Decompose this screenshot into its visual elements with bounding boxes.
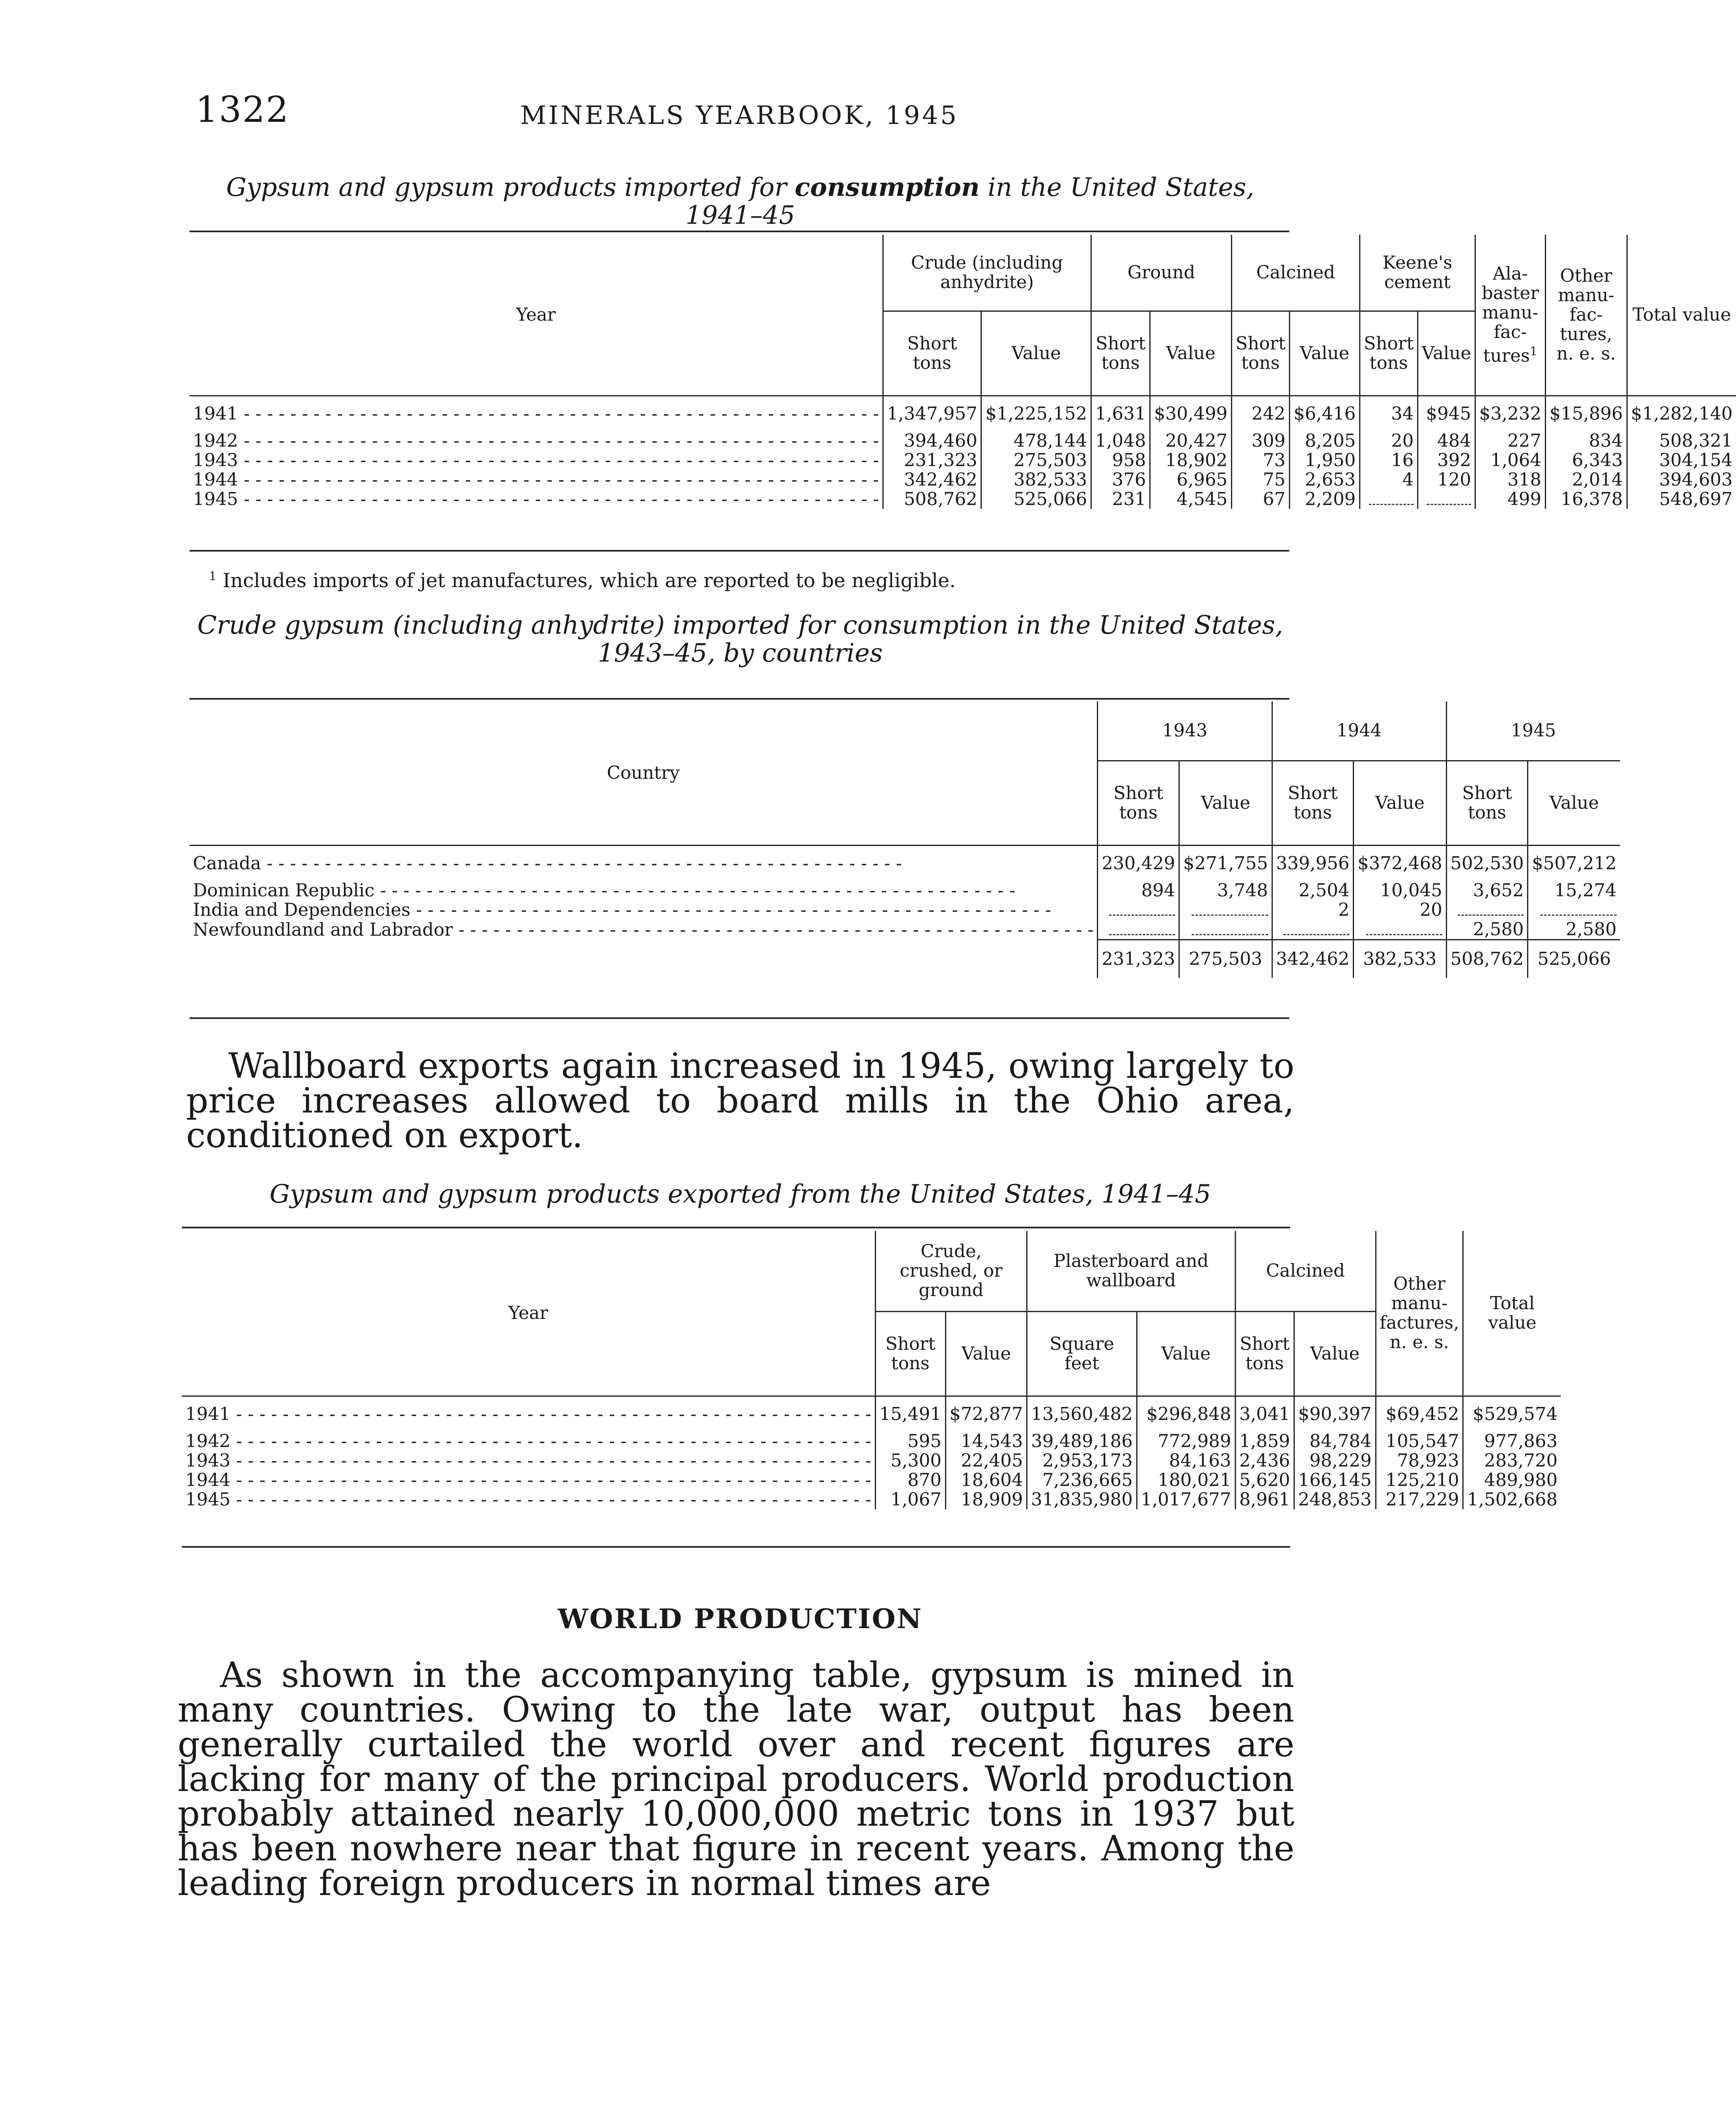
leader-dots [238, 489, 879, 509]
table-cell: 4,545 [1150, 489, 1232, 509]
table-cell: 478,144 [981, 431, 1091, 450]
table-cell: $6,416 [1289, 396, 1360, 431]
year-label-text: 1944 [193, 469, 238, 490]
empty-dash [1540, 910, 1616, 916]
table-cell: 2,653 [1289, 470, 1360, 489]
table-cell: 977,863 [1463, 1431, 1561, 1451]
table-cell: 499 [1475, 489, 1545, 509]
exports-table [182, 1231, 1561, 1509]
table-cell: $69,452 [1376, 1396, 1463, 1431]
sub-short-tons: Short tons [883, 311, 981, 396]
empty-dash [1109, 930, 1175, 935]
country-label [190, 881, 1098, 900]
sub-short-tons: Short tons [875, 1311, 945, 1396]
table1-bottom-rule [190, 550, 1289, 552]
table-row [182, 1490, 1561, 1509]
leader-dots [238, 450, 879, 470]
group-keenes-header: Keene's cement [1360, 235, 1475, 311]
table-cell: $296,848 [1137, 1396, 1235, 1431]
table-row [190, 920, 1620, 940]
table2-bottom-rule [190, 1017, 1289, 1019]
table-row [190, 900, 1620, 920]
table-cell: 548,697 [1627, 489, 1736, 509]
year-label-text: 1945 [185, 1489, 231, 1510]
table-cell: 18,909 [945, 1490, 1027, 1509]
year-label [190, 450, 883, 470]
table-cell: 1,859 [1235, 1431, 1294, 1451]
sub-value: Value [1179, 761, 1272, 845]
table-row [190, 845, 1620, 881]
total-cell: 231,323 [1098, 940, 1179, 978]
table-cell: 22,405 [945, 1451, 1027, 1470]
year-label [182, 1470, 875, 1490]
table-cell: 1,064 [1475, 450, 1545, 470]
page-number: 1322 [195, 89, 289, 130]
table-cell: 231 [1091, 489, 1150, 509]
sub-value: Value [1528, 761, 1620, 845]
table-cell: 2,580 [1528, 920, 1620, 940]
table-cell: $1,282,140 [1627, 396, 1736, 431]
table-cell: 18,604 [945, 1470, 1027, 1490]
year-label [182, 1396, 875, 1431]
col-other-header: Other manu-factures, n. e. s. [1376, 1231, 1463, 1396]
table-cell: 382,533 [981, 470, 1091, 489]
leader-dots [231, 1489, 871, 1510]
table-cell: 894 [1098, 881, 1179, 900]
year-label [190, 431, 883, 450]
sub-short-tons: Short tons [1446, 761, 1528, 845]
sub-short-tons: Short tons [1098, 761, 1179, 845]
table-cell: $945 [1418, 396, 1475, 431]
country-label-text: India and Dependencies [193, 899, 411, 920]
sub-short-tons: Short tons [1091, 311, 1150, 396]
table1-footnote: $^1$ Includes imports of jet manufactures, which are reported to be negligible. [209, 569, 956, 592]
table-cell: 7,236,665 [1027, 1470, 1137, 1490]
table-cell: 34 [1360, 396, 1417, 431]
empty-dash [1283, 930, 1349, 935]
table-cell: 4 [1360, 470, 1417, 489]
table-cell: 105,547 [1376, 1431, 1463, 1451]
group-plasterboard-header: Plasterboard and wallboard [1027, 1231, 1235, 1311]
table-cell: 39,489,186 [1027, 1431, 1137, 1451]
table-cell: 242 [1231, 396, 1289, 431]
table-cell: 5,620 [1235, 1470, 1294, 1490]
table-cell: 6,343 [1545, 450, 1627, 470]
year-label-text: 1944 [185, 1470, 231, 1490]
table-cell: 231,323 [883, 450, 981, 470]
table-cell: $72,877 [945, 1396, 1027, 1431]
leader-dots [410, 899, 1051, 920]
leader-dots [261, 853, 902, 873]
sub-short-tons: Short tons [1272, 761, 1354, 845]
year-label-text: 1942 [193, 430, 238, 451]
table-cell: 98,229 [1294, 1451, 1376, 1470]
col-country-header: Country [190, 701, 1098, 845]
table-cell: 75 [1231, 470, 1289, 489]
table-cell: 870 [875, 1470, 945, 1490]
table-cell: 3,652 [1446, 881, 1528, 900]
table-cell: 283,720 [1463, 1451, 1561, 1470]
table-cell: 1,502,668 [1463, 1490, 1561, 1509]
sub-value: Value [1289, 311, 1360, 396]
table-cell [1098, 900, 1179, 920]
country-label [190, 920, 1098, 940]
table-row [182, 1431, 1561, 1451]
total-cell: 508,762 [1446, 940, 1528, 978]
table-cell: 392 [1418, 450, 1475, 470]
table-cell: $30,499 [1150, 396, 1232, 431]
table-cell: 2,580 [1446, 920, 1528, 940]
table-cell: 16 [1360, 450, 1417, 470]
table-cell: 595 [875, 1431, 945, 1451]
year-1943-header: 1943 [1098, 701, 1272, 761]
year-label [182, 1431, 875, 1451]
table-cell: 1,017,677 [1137, 1490, 1235, 1509]
table-cell: 180,021 [1137, 1470, 1235, 1490]
table-row [182, 1451, 1561, 1470]
country-label-text: Dominican Republic [193, 880, 375, 901]
group-calcined-header: Calcined [1235, 1231, 1376, 1311]
table-cell: $529,574 [1463, 1396, 1561, 1431]
table-cell: 2,436 [1235, 1451, 1294, 1470]
totals-row [190, 940, 1620, 978]
leader-dots [238, 403, 879, 424]
running-title: MINERALS YEARBOOK, 1945 [520, 101, 959, 130]
table-cell: 20 [1354, 900, 1446, 920]
table2-caption: Crude gypsum (including anhydrite) imported for consumption in the United States, 1943–45, by countries [197, 610, 1283, 668]
sub-square-feet: Square feet [1027, 1311, 1137, 1396]
table-cell: 166,145 [1294, 1470, 1376, 1490]
table-cell: 525,066 [981, 489, 1091, 509]
table-cell [1272, 920, 1354, 940]
table-cell: 304,154 [1627, 450, 1736, 470]
table-cell [1446, 900, 1528, 920]
empty-dash [1192, 930, 1268, 935]
table-cell: 125,210 [1376, 1470, 1463, 1490]
table-cell: 772,989 [1137, 1431, 1235, 1451]
table-cell [1360, 489, 1417, 509]
country-label [190, 845, 1098, 881]
table-cell: 958 [1091, 450, 1150, 470]
country-label-text: Newfoundland and Labrador [193, 919, 453, 940]
table-cell: 20,427 [1150, 431, 1232, 450]
year-label-text: 1945 [193, 489, 238, 509]
year-label-text: 1941 [185, 1403, 231, 1424]
table-cell: 84,163 [1137, 1451, 1235, 1470]
leader-dots [231, 1450, 871, 1471]
table-cell: 2,953,173 [1027, 1451, 1137, 1470]
table-cell [1528, 900, 1620, 920]
table-cell: 834 [1545, 431, 1627, 450]
table-row [190, 470, 1736, 489]
leader-dots [231, 1431, 871, 1451]
table-row [190, 431, 1736, 450]
table-cell: 318 [1475, 470, 1545, 489]
table-cell: 15,491 [875, 1396, 945, 1431]
table-cell: 8,961 [1235, 1490, 1294, 1509]
country-table [190, 701, 1620, 978]
empty-dash [1109, 910, 1175, 916]
table-cell: 3,041 [1235, 1396, 1294, 1431]
table-cell: 5,300 [875, 1451, 945, 1470]
table-cell: 227 [1475, 431, 1545, 450]
year-label-text: 1943 [185, 1450, 231, 1471]
total-cell: 275,503 [1179, 940, 1272, 978]
leader-dots [231, 1404, 871, 1424]
year-label-text: 1941 [193, 403, 238, 424]
sub-value: Value [1137, 1311, 1235, 1396]
table2-top-rule [190, 698, 1289, 700]
table-cell: 309 [1231, 431, 1289, 450]
col-year-header: Year [190, 235, 883, 396]
sub-value: Value [981, 311, 1091, 396]
empty-dash [1369, 500, 1414, 505]
sub-short-tons: Short tons [1235, 1311, 1294, 1396]
empty-dash [1366, 930, 1442, 935]
group-crude-header: Crude, crushed, or ground [875, 1231, 1027, 1311]
country-label [190, 900, 1098, 920]
table-cell: $3,232 [1475, 396, 1545, 431]
table-cell: 248,853 [1294, 1490, 1376, 1509]
leader-dots [374, 880, 1015, 901]
table-cell: 2,504 [1272, 881, 1354, 900]
table-cell: 502,530 [1446, 845, 1528, 881]
year-1945-header: 1945 [1446, 701, 1620, 761]
group-calcined-header: Calcined [1231, 235, 1360, 311]
table-cell: 1,067 [875, 1490, 945, 1509]
table-cell: 394,603 [1627, 470, 1736, 489]
col-year-header: Year [182, 1231, 875, 1396]
table-cell: 15,274 [1528, 881, 1620, 900]
table-cell: $90,397 [1294, 1396, 1376, 1431]
table-cell [1354, 920, 1446, 940]
table-cell: 67 [1231, 489, 1289, 509]
sub-value: Value [1294, 1311, 1376, 1396]
group-crude-header: Crude (including anhydrite) [883, 235, 1091, 311]
table-cell: 484 [1418, 431, 1475, 450]
totals-label [190, 940, 1098, 978]
sub-value: Value [1418, 311, 1475, 396]
table3-top-rule [182, 1227, 1290, 1228]
year-label-text: 1942 [185, 1431, 231, 1451]
year-1944-header: 1944 [1272, 701, 1446, 761]
empty-dash [1427, 500, 1471, 505]
table-cell: 16,378 [1545, 489, 1627, 509]
table-cell: 1,347,957 [883, 396, 981, 431]
table-row [190, 396, 1736, 431]
sub-value: Value [1150, 311, 1232, 396]
year-label [182, 1490, 875, 1509]
table-row [182, 1470, 1561, 1490]
table-cell: $372,468 [1354, 845, 1446, 881]
table-row [190, 450, 1736, 470]
table-cell: 10,045 [1354, 881, 1446, 900]
col-other-header: Other manu-fac-tures, n. e. s. [1545, 235, 1627, 396]
table-cell: 339,956 [1272, 845, 1354, 881]
sub-short-tons: Short tons [1231, 311, 1289, 396]
table3-bottom-rule [182, 1546, 1290, 1548]
table-cell: 31,835,980 [1027, 1490, 1137, 1509]
table-cell [1179, 900, 1272, 920]
table1-top-rule [190, 231, 1289, 232]
total-cell: 342,462 [1272, 940, 1354, 978]
table-cell: 394,460 [883, 431, 981, 450]
table3-caption: Gypsum and gypsum products exported from the United States, 1941–45 [269, 1179, 1211, 1209]
table-cell: 18,902 [1150, 450, 1232, 470]
table-cell: 14,543 [945, 1431, 1027, 1451]
leader-dots [238, 469, 879, 490]
table-cell: 217,229 [1376, 1490, 1463, 1509]
col-alabaster-header: Ala-baster manu-fac-tures$^1$ [1475, 235, 1545, 396]
empty-dash [1192, 910, 1268, 916]
leader-dots [453, 919, 1094, 940]
table-row [190, 881, 1620, 900]
table-cell: 3,748 [1179, 881, 1272, 900]
table-cell: 84,784 [1294, 1431, 1376, 1451]
table-cell: $15,896 [1545, 396, 1627, 431]
group-ground-header: Ground [1091, 235, 1231, 311]
table-cell: 1,631 [1091, 396, 1150, 431]
table-cell [1098, 920, 1179, 940]
wallboard-paragraph: Wallboard exports again increased in 1945, owing largely to price increases allowed to board mills in the Ohio area, conditioned on export. [186, 1046, 1294, 1156]
table-row [182, 1396, 1561, 1431]
col-total-header: Total value [1627, 235, 1736, 396]
year-label [190, 470, 883, 489]
table-cell: 1,048 [1091, 431, 1150, 450]
table1-caption: Gypsum and gypsum products imported for consumption in the United States, 1941–45 [226, 173, 1255, 230]
year-label-text: 1943 [193, 450, 238, 470]
table-cell: 508,321 [1627, 431, 1736, 450]
table-cell [1179, 920, 1272, 940]
imports-table [190, 235, 1736, 509]
total-cell: 382,533 [1354, 940, 1446, 978]
table-cell: 6,965 [1150, 470, 1232, 489]
table-cell: 376 [1091, 470, 1150, 489]
section-heading: WORLD PRODUCTION [558, 1603, 923, 1635]
sub-short-tons: Short tons [1360, 311, 1417, 396]
col-total-header: Total value [1463, 1231, 1561, 1396]
leader-dots [231, 1470, 871, 1490]
sub-value: Value [1354, 761, 1446, 845]
table-cell: 2,014 [1545, 470, 1627, 489]
table-cell: 120 [1418, 470, 1475, 489]
sub-value: Value [945, 1311, 1027, 1396]
table-cell: 78,923 [1376, 1451, 1463, 1470]
table-cell: $271,755 [1179, 845, 1272, 881]
table-cell: 2,209 [1289, 489, 1360, 509]
year-label [190, 489, 883, 509]
table-cell: 508,762 [883, 489, 981, 509]
table-cell: 230,429 [1098, 845, 1179, 881]
table-cell: $507,212 [1528, 845, 1620, 881]
year-label [182, 1451, 875, 1470]
table-cell: 489,980 [1463, 1470, 1561, 1490]
table-cell: 8,205 [1289, 431, 1360, 450]
table-cell: 342,462 [883, 470, 981, 489]
table-cell: 20 [1360, 431, 1417, 450]
country-label-text: Canada [193, 852, 261, 873]
table-cell: 275,503 [981, 450, 1091, 470]
table-row [190, 489, 1736, 509]
table-cell [1418, 489, 1475, 509]
table-cell: 2 [1272, 900, 1354, 920]
table-cell: 1,950 [1289, 450, 1360, 470]
empty-dash [1458, 910, 1524, 916]
total-cell: 525,066 [1528, 940, 1620, 978]
table-cell: 73 [1231, 450, 1289, 470]
year-label [190, 396, 883, 431]
table-cell: 13,560,482 [1027, 1396, 1137, 1431]
table-cell: $1,225,152 [981, 396, 1091, 431]
leader-dots [238, 430, 879, 451]
world-production-paragraph: As shown in the accompanying table, gypsum is mined in many countries. Owing to the late war, output has been generally curtailed the world over and recent figures are lacking for many of the principal producers. World production probably attained nearly 10,000,000 metric tons in 1937 but has been nowhere near that figure in recent years. Among the leading foreign producers in normal times are [178, 1655, 1294, 1904]
